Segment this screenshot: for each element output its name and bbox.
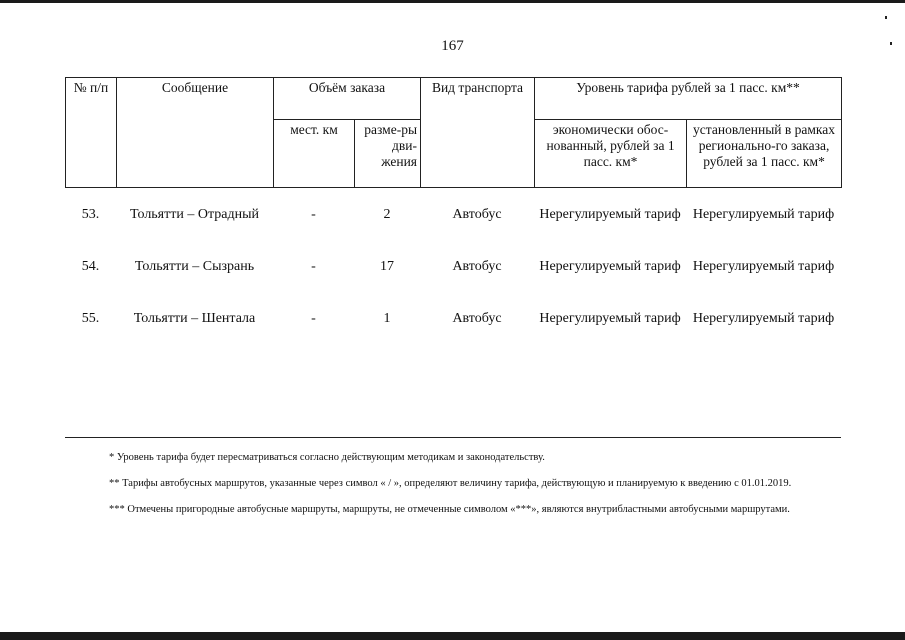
econ-tariff-value: Нерегулируемый тариф	[539, 207, 681, 222]
header-order-volume: Объём заказа	[274, 78, 421, 120]
transport-type-value: Автобус	[452, 207, 502, 222]
route-name: Тольятти – Отрадный	[130, 207, 259, 222]
tariff-table-body	[65, 206, 841, 362]
seats-km-value: -	[311, 311, 316, 326]
footnote-1: * Уровень тарифа будет пересматриваться согласно действующим методикам и законодательству.	[109, 452, 545, 463]
seats-km-value: -	[311, 259, 316, 274]
scan-speck	[885, 16, 887, 19]
established-tariff-value: Нерегулируемый тариф	[692, 311, 835, 326]
header-movement-size: разме-ры дви-жения	[355, 120, 421, 188]
table-row	[65, 258, 841, 310]
header-economically-justified: экономически обос-нованный, рублей за 1 пасс. км*	[535, 120, 687, 188]
route-name: Тольятти – Шентала	[133, 311, 256, 326]
header-seats-km: мест. км	[274, 120, 355, 188]
page-number: 167	[441, 38, 464, 54]
established-tariff-value: Нерегулируемый тариф	[692, 207, 835, 222]
table-row	[65, 206, 841, 258]
movement-size-value: 1	[383, 311, 391, 326]
movement-size-value: 2	[383, 207, 391, 222]
header-number: № п/п	[66, 78, 117, 188]
footnote-3: *** Отмечены пригородные автобусные маршруты, маршруты, не отмеченные символом «***», являются внутрибластными автобусными маршрутами.	[109, 504, 790, 515]
scan-border-bottom	[0, 632, 905, 640]
transport-type-value: Автобус	[452, 259, 502, 274]
econ-tariff-value: Нерегулируемый тариф	[539, 259, 681, 274]
footnotes	[65, 437, 841, 520]
scan-border-top	[0, 0, 905, 3]
established-tariff-value: Нерегулируемый тариф	[692, 259, 835, 274]
scan-speck	[890, 42, 892, 45]
header-route: Сообщение	[117, 78, 274, 188]
row-number: 53.	[81, 207, 100, 222]
tariff-table-header	[65, 77, 842, 188]
footnote-2: ** Тарифы автобусных маршрутов, указанные через символ « / », определяют величину тарифа, действующую и планируемую к введению с 01.01.2019.	[109, 478, 792, 489]
header-transport-type: Вид транспорта	[421, 78, 535, 188]
route-name: Тольятти – Сызрань	[134, 259, 255, 274]
row-number: 54.	[81, 259, 100, 274]
econ-tariff-value: Нерегулируемый тариф	[539, 311, 681, 326]
movement-size-value: 17	[380, 259, 394, 274]
header-established: установленный в рамках регионально-го заказа, рублей за 1 пасс. км*	[687, 120, 842, 188]
seats-km-value: -	[311, 207, 316, 222]
table-row	[65, 310, 841, 362]
row-number: 55.	[81, 311, 100, 326]
transport-type-value: Автобус	[452, 311, 502, 326]
header-tariff-level: Уровень тарифа рублей за 1 пасс. км**	[535, 78, 842, 120]
